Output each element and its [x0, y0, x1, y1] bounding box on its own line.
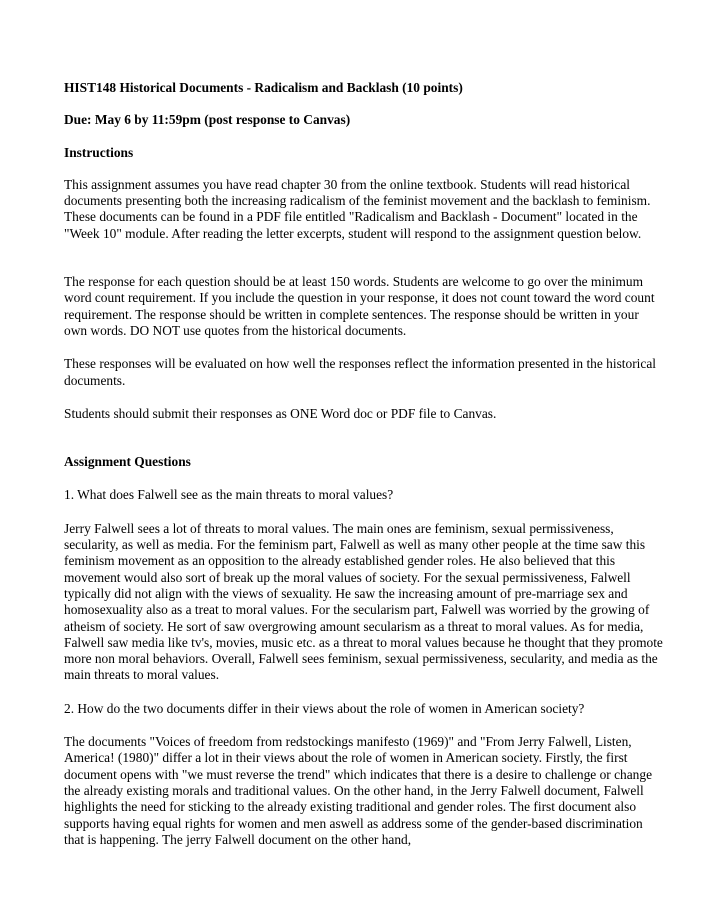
questions-heading: Assignment Questions	[64, 454, 191, 470]
due-date: Due: May 6 by 11:59pm (post response to Canvas)	[64, 112, 351, 128]
document-page	[64, 80, 664, 848]
answer-1: Jerry Falwell sees a lot of threats to moral values. The main ones are feminism, sexual permissiveness, secularity, as well as media. For the feminism part, Falwell as well as many other people at the time saw this feminism movement as an opposition to the already established gender roles. He also believed that this movement would also sort of break up the moral values of society. For the sexual permissiveness, Falwell typically did not align with the views of sexuality. He saw the increasing amount of pre-marriage sex and homosexuality also as a treat to moral values. For the secularism part, Falwell was worried by the growing of atheism of society. He sort of saw overgrowing amount secularism as a threat to moral values. As for media, Falwell saw media like tv's, movies, music etc. as a threat to moral values because he thought that they promote more non moral behaviors. Overall, Falwell sees feminism, sexual permissiveness, secularity, and media as the main threats to moral values.	[64, 520, 663, 683]
instructions-heading: Instructions	[64, 144, 134, 160]
instructions-paragraph: This assignment assumes you have read chapter 30 from the online textbook. Students will read historical documents presenting both the increasing radicalism of the feminist movement and the backlash to feminism. These documents can be found in a PDF file entitled "Radicalism and Backlash - Document" located in the "Week 10" module. After reading the letter excerpts, student will respond to the assignment question below.	[64, 176, 651, 241]
document-title: HIST148 Historical Documents - Radicalism and Backlash (10 points)	[64, 80, 463, 95]
instructions-paragraph: These responses will be evaluated on how well the responses reflect the information presented in the historical documents.	[64, 356, 656, 388]
instructions-paragraph: Students should submit their responses as ONE Word doc or PDF file to Canvas.	[64, 405, 497, 421]
question-1: 1. What does Falwell see as the main threats to moral values?	[64, 487, 394, 503]
instructions-paragraph: The response for each question should be at least 150 words. Students are welcome to go over the minimum word count requirement. If you include the question in your response, it does not count toward the word count requirement. The response should be written in complete sentences. The response should be written in your own words. DO NOT use quotes from the historical documents.	[64, 274, 655, 338]
answer-2: The documents "Voices of freedom from redstockings manifesto (1969)" and "From Jerry Falwell, Listen, America! (1980)" differ a lot in their views about the role of women in American society. Firstly, the first document opens with "we must reverse the trend" which indicates that there is a desire to challenge or change the already existing morals and traditional values. On the other hand, in the Jerry Falwell document, Falwell highlights the need for sticking to the already existing traditional and gender roles. The first document also supports having equal rights for women and men aswell as address some of the gender-based discrimination that is happening. The jerry Falwell document on the other hand,	[64, 734, 653, 847]
question-2: 2. How do the two documents differ in their views about the role of women in American society?	[64, 700, 585, 716]
